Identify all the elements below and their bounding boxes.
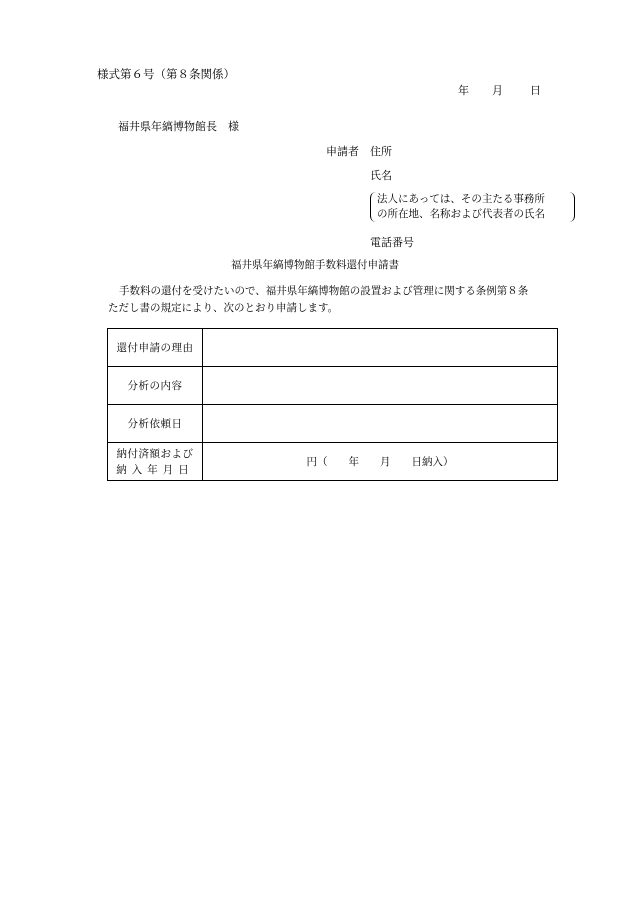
payment-field[interactable]: 円（ 年 月 日納入） (203, 443, 558, 481)
analysis-request-date-field[interactable] (203, 405, 558, 443)
form-number: 様式第６号（第８条関係） (97, 67, 235, 81)
table-row (108, 329, 558, 367)
refund-reason-label: 還付申請の理由 (108, 329, 203, 367)
date-line (458, 84, 541, 98)
date-year: 年 (458, 84, 469, 97)
phone-label: 電話番号 (370, 236, 414, 249)
application-table (107, 328, 558, 481)
corporation-note-line1: 法人にあっては、その主たる事務所 (377, 193, 545, 205)
table-row (108, 405, 558, 443)
analysis-request-date-label: 分析依頼日 (108, 405, 203, 443)
date-month: 月 (492, 84, 503, 97)
refund-reason-field[interactable] (203, 329, 558, 367)
document-title: 福井県年縞博物館手数料還付申請書 (231, 259, 399, 271)
analysis-content-label: 分析の内容 (108, 367, 203, 405)
date-day: 日 (530, 84, 541, 97)
table-row (108, 367, 558, 405)
payment-label (108, 443, 203, 481)
body-text (108, 283, 570, 317)
analysis-content-field[interactable] (203, 367, 558, 405)
payment-label-line1: 納付済額および (116, 447, 194, 460)
body-line2: ただし書の規定により、次のとおり申請します。 (108, 302, 339, 314)
address-label: 住所 (370, 145, 392, 158)
body-line1: 手数料の還付を受けたいので、福井県年縞博物館の設置および管理に関する条例第８条 (119, 285, 529, 297)
table-row (108, 443, 558, 481)
addressee: 福井県年縞博物館長 様 (118, 120, 239, 133)
applicant-label: 申請者 (326, 145, 359, 158)
corporation-note-line2: の所在地、名称および代表者の氏名 (377, 208, 545, 220)
corporation-note (370, 192, 575, 222)
name-label: 氏名 (370, 169, 392, 182)
payment-label-line2: 納入年月日 (116, 463, 194, 476)
